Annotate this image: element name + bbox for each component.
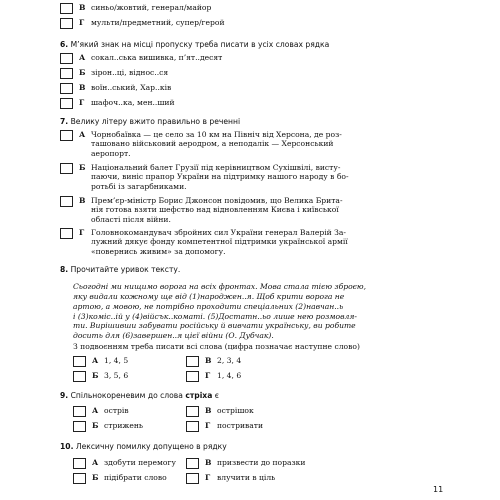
- option-letter: Г: [79, 98, 85, 107]
- answer-checkbox[interactable]: [60, 53, 73, 64]
- q6-option-a[interactable]: [60, 53, 390, 64]
- excerpt-line: і (3)коміс..ій у (4)війсък..коматі. (5)Достатн..ьо лише нею розмовля-: [73, 311, 357, 321]
- text-excerpt: [73, 282, 403, 341]
- q7-option-b[interactable]: [60, 163, 405, 191]
- answer-checkbox[interactable]: [186, 356, 199, 367]
- option-letter: А: [92, 458, 99, 467]
- option-text: влучити в ціль: [217, 473, 276, 482]
- option-text: Головнокомандувач збройних сил України генерал Валерій За- лужний дякує фонду компетентної підтримки української армії «повернись живим» за допомогу.: [91, 228, 348, 256]
- option-text: здобути перемогу: [104, 458, 176, 467]
- answer-checkbox[interactable]: [73, 406, 86, 417]
- option-text: постривати: [217, 421, 264, 430]
- question-8: [60, 265, 440, 274]
- option-text: шафоч..ка, мен..ший: [91, 98, 175, 107]
- q5-option-g[interactable]: [60, 18, 390, 29]
- option-text: 3, 5, 6: [104, 371, 129, 380]
- option-letter: А: [92, 356, 99, 365]
- excerpt-line: артою, а мовою, не потрібно проходити спеціальних (2)навчан..ь: [73, 301, 344, 311]
- question-9: 9. Спільнокореневим до слова стріха є: [60, 391, 219, 400]
- answer-checkbox[interactable]: [60, 228, 73, 239]
- excerpt-line: ти. Вирішивши забувати російську й вивчати українську, ви робите: [73, 321, 356, 331]
- q8-option-g[interactable]: [186, 371, 296, 382]
- q6-option-g[interactable]: [60, 98, 390, 109]
- answer-checkbox[interactable]: [73, 473, 86, 484]
- question-7: [60, 117, 440, 126]
- q8-option-b[interactable]: [73, 371, 183, 382]
- option-letter: Г: [79, 228, 85, 237]
- option-text: призвести до поразки: [217, 458, 306, 467]
- option-text: острів: [104, 406, 129, 415]
- option-text: 2, 3, 4: [217, 356, 242, 365]
- answer-checkbox[interactable]: [73, 421, 86, 432]
- q8-option-a[interactable]: [73, 356, 183, 367]
- option-text: стрижень: [104, 421, 144, 430]
- option-text: воїн..ський, Хар..ків: [91, 83, 172, 92]
- answer-checkbox[interactable]: [73, 371, 86, 382]
- answer-checkbox[interactable]: [73, 356, 86, 367]
- answer-checkbox[interactable]: [186, 406, 199, 417]
- option-letter: В: [79, 3, 86, 12]
- option-text: 1, 4, 5: [104, 356, 129, 365]
- answer-checkbox[interactable]: [186, 421, 199, 432]
- q6-option-b[interactable]: [60, 68, 390, 79]
- option-letter: Б: [92, 421, 99, 430]
- option-text: 1, 4, 6: [217, 371, 242, 380]
- option-letter: Б: [92, 371, 99, 380]
- option-letter: Г: [205, 421, 211, 430]
- answer-checkbox[interactable]: [186, 371, 199, 382]
- q6-option-v[interactable]: [60, 83, 390, 94]
- page-number: 11: [433, 485, 444, 494]
- option-letter: В: [205, 406, 212, 415]
- answer-checkbox[interactable]: [73, 458, 86, 469]
- question-6: [60, 40, 440, 49]
- q7-option-a[interactable]: [60, 130, 405, 158]
- question-text: Спільнокореневим до слова: [70, 391, 186, 400]
- answer-checkbox[interactable]: [186, 458, 199, 469]
- option-letter: Г: [205, 473, 211, 482]
- option-letter: А: [79, 130, 86, 139]
- question-keyword: стріха: [185, 391, 213, 400]
- question-8-subtext: З подвоєнням треба писати всі слова (цифра позначає наступне слово): [73, 342, 360, 351]
- option-text: Чорнобаївка — це село за 10 км на Північ від Херсона, де роз- ташовано військовий аеродром, а неподалік — Херсонський аеропорт.: [91, 130, 342, 158]
- option-text: сокал..ська вишивка, п’ят..десят: [91, 53, 223, 62]
- q10-option-v[interactable]: [186, 458, 326, 469]
- question-number: 6.: [60, 40, 69, 49]
- question-text: М’який знак на місці пропуску треба писати в усіх словах рядка: [70, 40, 330, 49]
- answer-checkbox[interactable]: [60, 18, 73, 29]
- question-text: Велику літеру вжито правильно в реченні: [70, 117, 241, 126]
- question-text: Лексичну помилку допущено в рядку: [75, 442, 227, 451]
- excerpt-line: яку видали кожному ще від (1)народжен..я. Щоб крити ворога не: [73, 291, 345, 301]
- q9-option-a[interactable]: [73, 406, 183, 417]
- question-text: Прочитайте уривок тексту.: [70, 265, 181, 274]
- excerpt-line: Сьогодні ми нищимо ворога на всіх фронтах. Мова стала тією зброєю,: [73, 282, 367, 291]
- option-letter: А: [92, 406, 99, 415]
- question-10: [60, 442, 440, 451]
- q9-option-g[interactable]: [186, 421, 326, 432]
- option-letter: В: [79, 83, 86, 92]
- option-text: синьо/жовтий, генерал/майор: [91, 3, 212, 12]
- option-text: острішок: [217, 406, 254, 415]
- answer-checkbox[interactable]: [60, 130, 73, 141]
- q5-option-v[interactable]: [60, 3, 390, 14]
- answer-checkbox[interactable]: [60, 98, 73, 109]
- question-number: 10.: [60, 442, 74, 451]
- answer-checkbox[interactable]: [60, 3, 73, 14]
- option-text: зірон..ці, віднос..ся: [91, 68, 169, 77]
- q7-option-g[interactable]: [60, 228, 405, 256]
- answer-checkbox[interactable]: [60, 163, 73, 174]
- option-letter: Б: [79, 68, 86, 77]
- q8-option-v[interactable]: [186, 356, 296, 367]
- answer-checkbox[interactable]: [60, 83, 73, 94]
- answer-checkbox[interactable]: [186, 473, 199, 484]
- excerpt-line: досить для (6)завершен..я цієї війни (О. Дубчак).: [73, 331, 274, 341]
- option-text: Прем’єр-міністр Борис Джонсон повідомив, що Велика Брита- нія готова взяти шефство над відновленням Києва і київської області після війни.: [91, 196, 343, 224]
- q10-option-b[interactable]: [73, 473, 193, 484]
- q10-option-a[interactable]: [73, 458, 193, 469]
- option-text: мульти/предметний, супер/герой: [91, 18, 225, 27]
- option-letter: В: [205, 356, 212, 365]
- option-letter: В: [205, 458, 212, 467]
- option-letter: Б: [79, 163, 86, 172]
- question-number: 7.: [60, 117, 69, 126]
- option-letter: Б: [92, 473, 99, 482]
- option-letter: В: [79, 196, 86, 205]
- option-letter: Г: [79, 18, 85, 27]
- question-number: 8.: [60, 265, 69, 274]
- q10-option-g[interactable]: [186, 473, 326, 484]
- option-text: підібрати слово: [104, 473, 167, 482]
- option-letter: Г: [205, 371, 211, 380]
- q9-option-v[interactable]: [186, 406, 326, 417]
- option-letter: А: [79, 53, 86, 62]
- question-number: 9.: [60, 391, 69, 400]
- answer-checkbox[interactable]: [60, 196, 73, 207]
- q7-option-v[interactable]: [60, 196, 405, 224]
- answer-checkbox[interactable]: [60, 68, 73, 79]
- option-text: Національний балет Грузії під керівництвом Сухішвілі, висту- паючи, виніс прапор України на підтримку нашого народу в бо- ротьбі із загарбниками.: [91, 163, 349, 191]
- q9-option-b[interactable]: [73, 421, 183, 432]
